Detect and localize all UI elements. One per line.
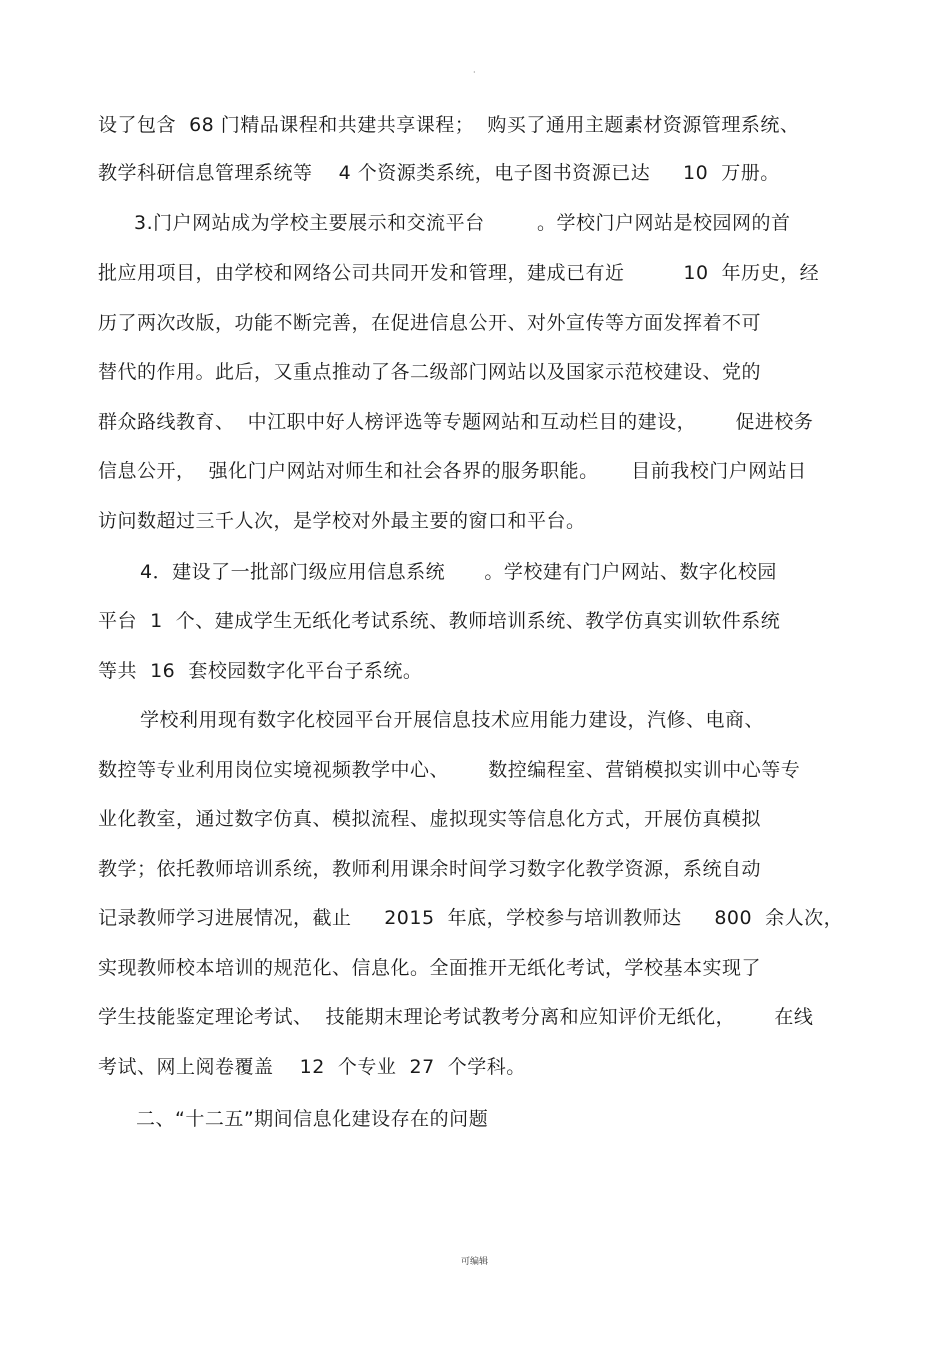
text-line: 群众路线教育、 中江职中好人榜评选等专题网站和互动栏目的建设， 促进校务 xyxy=(98,411,814,433)
text-line: 3.门户网站成为学校主要展示和交流平台 。学校门户网站是校园网的首 xyxy=(134,212,791,234)
text-line: 等共 16 套校园数字化平台子系统。 xyxy=(98,660,423,682)
text-line: 数控等专业利用岗位实境视频教学中心、 数控编程室、营销模拟实训中心等专 xyxy=(98,759,801,781)
text-line: 信息公开， 强化门户网站对师生和社会各界的服务职能。 目前我校门户网站日 xyxy=(98,460,807,482)
text-line: 4．建设了一批部门级应用信息系统 。学校建有门户网站、数字化校园 xyxy=(140,561,777,583)
text-line: 学生技能鉴定理论考试、 技能期末理论考试教考分离和应知评价无纸化， 在线 xyxy=(98,1006,814,1028)
text-line: 教学科研信息管理系统等 4 个资源类系统，电子图书资源已达 10 万册。 xyxy=(98,162,780,184)
text-line: 学校利用现有数字化校园平台开展信息技术应用能力建设，汽修、电商、 xyxy=(140,709,765,731)
text-line: 历了两次改版，功能不断完善，在促进信息公开、对外宣传等方面发挥着不可 xyxy=(98,312,762,334)
text-line: 平台 1 个、建成学生无纸化考试系统、教师培训系统、教学仿真实训软件系统 xyxy=(98,610,781,632)
text-line: 替代的作用。此后，又重点推动了各二级部门网站以及国家示范校建设、党的 xyxy=(98,361,762,383)
text-line: 记录教师学习进展情况，截止 2015 年底，学校参与培训教师达 800 余人次， xyxy=(98,907,844,929)
text-line: 实现教师校本培训的规范化、信息化。全面推开无纸化考试，学校基本实现了 xyxy=(98,957,762,979)
text-line: 设了包含 68 门精品课程和共建共享课程； 购买了通用主题素材资源管理系统、 xyxy=(98,114,800,136)
text-line: 教学；依托教师培训系统，教师利用课余时间学习数字化教学资源，系统自动 xyxy=(98,858,762,880)
text-line: 访问数超过三千人次，是学校对外最主要的窗口和平台。 xyxy=(98,510,586,532)
text-line: 考试、网上阅卷覆盖 12 个专业 27 个学科。 xyxy=(98,1056,526,1078)
text-line: 批应用项目，由学校和网络公司共同开发和管理，建成已有近 10 年历史，经 xyxy=(98,262,820,284)
section-heading: 二、“十二五”期间信息化建设存在的问题 xyxy=(136,1108,489,1130)
header-mark: · xyxy=(473,68,476,77)
footer-label: 可编辑 xyxy=(461,1257,489,1267)
text-line: 业化教室，通过数字仿真、模拟流程、虚拟现实等信息化方式，开展仿真模拟 xyxy=(98,808,762,830)
